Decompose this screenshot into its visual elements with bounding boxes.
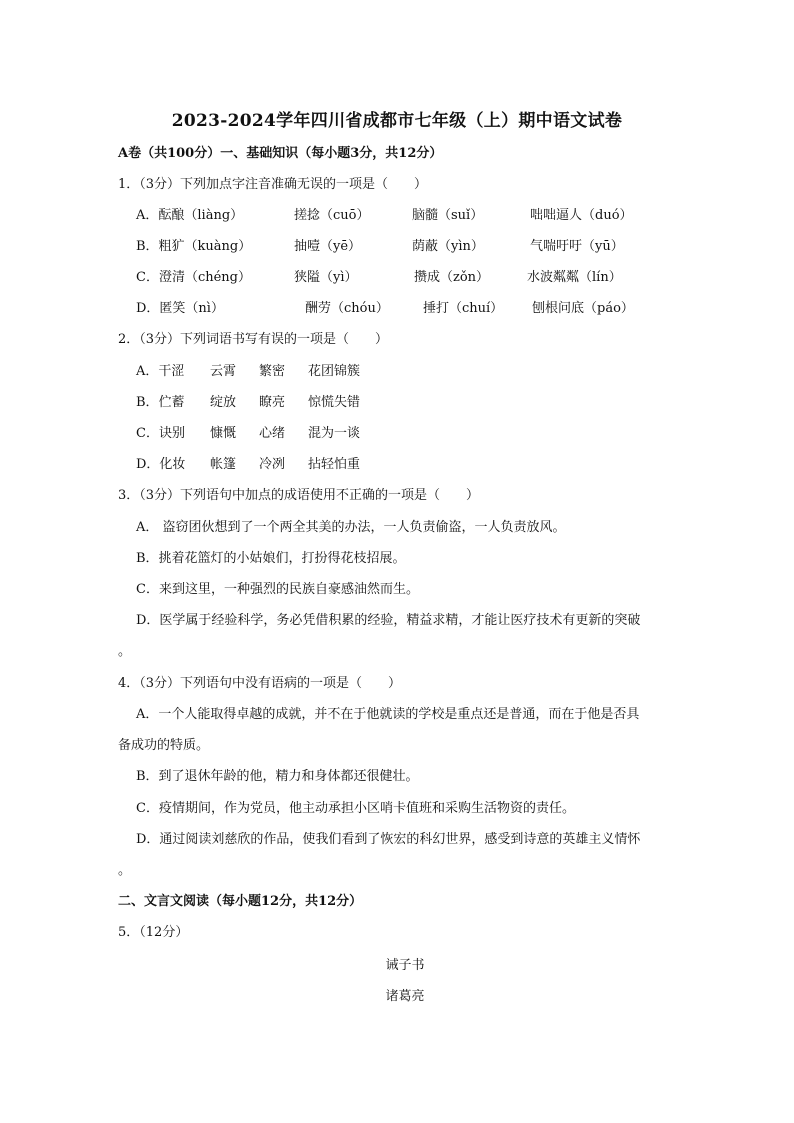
q1-option-c-1: C．澄清（chéng） (136, 270, 251, 285)
q1-option-a-4: 咄咄逼人（duó） (530, 208, 633, 223)
q2-option-c-2: 慷慨 (210, 426, 237, 441)
passage-title: 诫子书 (385, 958, 425, 973)
q2-option-c-3: 心绪 (259, 426, 286, 441)
section-a-heading: A卷（共100分）一、基础知识（每小题3分，共12分） (118, 146, 443, 161)
q2-option-d-4: 拈轻怕重 (308, 457, 361, 472)
q4-stem: 4．（3分）下列语句中没有语病的一项是（ ） (118, 676, 402, 691)
q1-option-b-4: 气喘吁吁（yū） (530, 239, 624, 254)
q2-option-d-1: D．化妆 (136, 457, 186, 472)
q2-option-c-4: 混为一谈 (308, 426, 361, 441)
q1-option-a-3: 脑髓（suǐ） (412, 208, 484, 223)
q1-stem: 1．（3分）下列加点字注音准确无误的一项是（ ） (118, 177, 428, 192)
q2-option-a-2: 云霄 (210, 364, 237, 379)
q1-option-d-3: 捶打（chuí） (423, 301, 504, 316)
q1-option-c-3: 攒成（zǒn） (414, 270, 490, 285)
q4-option-b: B．到了退休年龄的他，精力和身体都还很健壮。 (136, 769, 419, 784)
q2-option-b-3: 瞭亮 (259, 395, 286, 410)
q3-option-d: D．医学属于经验科学，务必凭借积累的经验，精益求精，才能让医疗技术有更新的突破 (136, 613, 641, 628)
q2-option-b-4: 惊慌失错 (308, 395, 361, 410)
q4-option-c: C．疫情期间，作为党员，他主动承担小区哨卡值班和采购生活物资的责任。 (136, 801, 575, 816)
q3-option-b: B．挑着花篮灯的小姑娘们，打扮得花枝招展。 (136, 551, 406, 566)
q1-option-b-2: 抽噎（yē） (294, 239, 362, 254)
q2-option-d-3: 冷冽 (259, 457, 286, 472)
q3-stem: 3．（3分）下列语句中加点的成语使用不正确的一项是（ ） (118, 488, 480, 503)
q1-option-d-2: 酬劳（chóu） (305, 301, 389, 316)
q5-stem: 5．（12分） (118, 925, 189, 940)
q1-option-c-4: 水波粼粼（lín） (527, 270, 622, 285)
q3-option-d-end: 。 (118, 644, 132, 659)
q4-option-d-end: 。 (118, 863, 132, 878)
q2-option-c-1: C．诀别 (136, 426, 185, 441)
q1-option-d-1: D．匿笑（nì） (136, 301, 224, 316)
page-title: 2023-2024学年四川省成都市七年级（上）期中语文试卷 (171, 111, 623, 131)
q1-option-a-2: 搓捻（cuō） (294, 208, 370, 223)
q4-option-a-line1: A．一个人能取得卓越的成就，并不在于他就读的学校是重点还是普通，而在于他是否具 (136, 707, 640, 722)
passage-author: 诸葛亮 (385, 989, 425, 1004)
q2-option-d-2: 帐篷 (210, 457, 237, 472)
q2-option-a-3: 繁密 (259, 364, 286, 379)
q2-option-a-4: 花团锦簇 (308, 364, 361, 379)
q2-option-a-1: A．干涩 (136, 364, 185, 379)
q1-option-d-4: 刨根问底（páo） (532, 301, 634, 316)
q1-option-b-1: B．粗犷（kuàng） (136, 239, 252, 254)
q3-option-c: C．来到这里，一种强烈的民族自豪感油然而生。 (136, 582, 419, 597)
q4-option-a-line2: 备成功的特质。 (118, 738, 210, 753)
q4-option-d: D．通过阅读刘慈欣的作品，使我们看到了恢宏的科幻世界，感受到诗意的英雄主义情怀 (136, 832, 641, 847)
section-b-heading: 二、文言文阅读（每小题12分，共12分） (118, 894, 363, 909)
q1-option-a-1: A．酝酿（liàng） (136, 208, 244, 223)
q2-option-b-1: B．伫蓄 (136, 395, 185, 410)
q2-option-b-2: 绽放 (210, 395, 237, 410)
q3-option-a: A． 盗窃团伙想到了一个两全其美的办法，一人负责偷盗，一人负责放风。 (136, 520, 566, 535)
q2-stem: 2．（3分）下列词语书写有误的一项是（ ） (118, 332, 389, 347)
q1-option-b-3: 荫蔽（yìn） (412, 239, 484, 254)
q1-option-c-2: 狭隘（yì） (294, 270, 358, 285)
